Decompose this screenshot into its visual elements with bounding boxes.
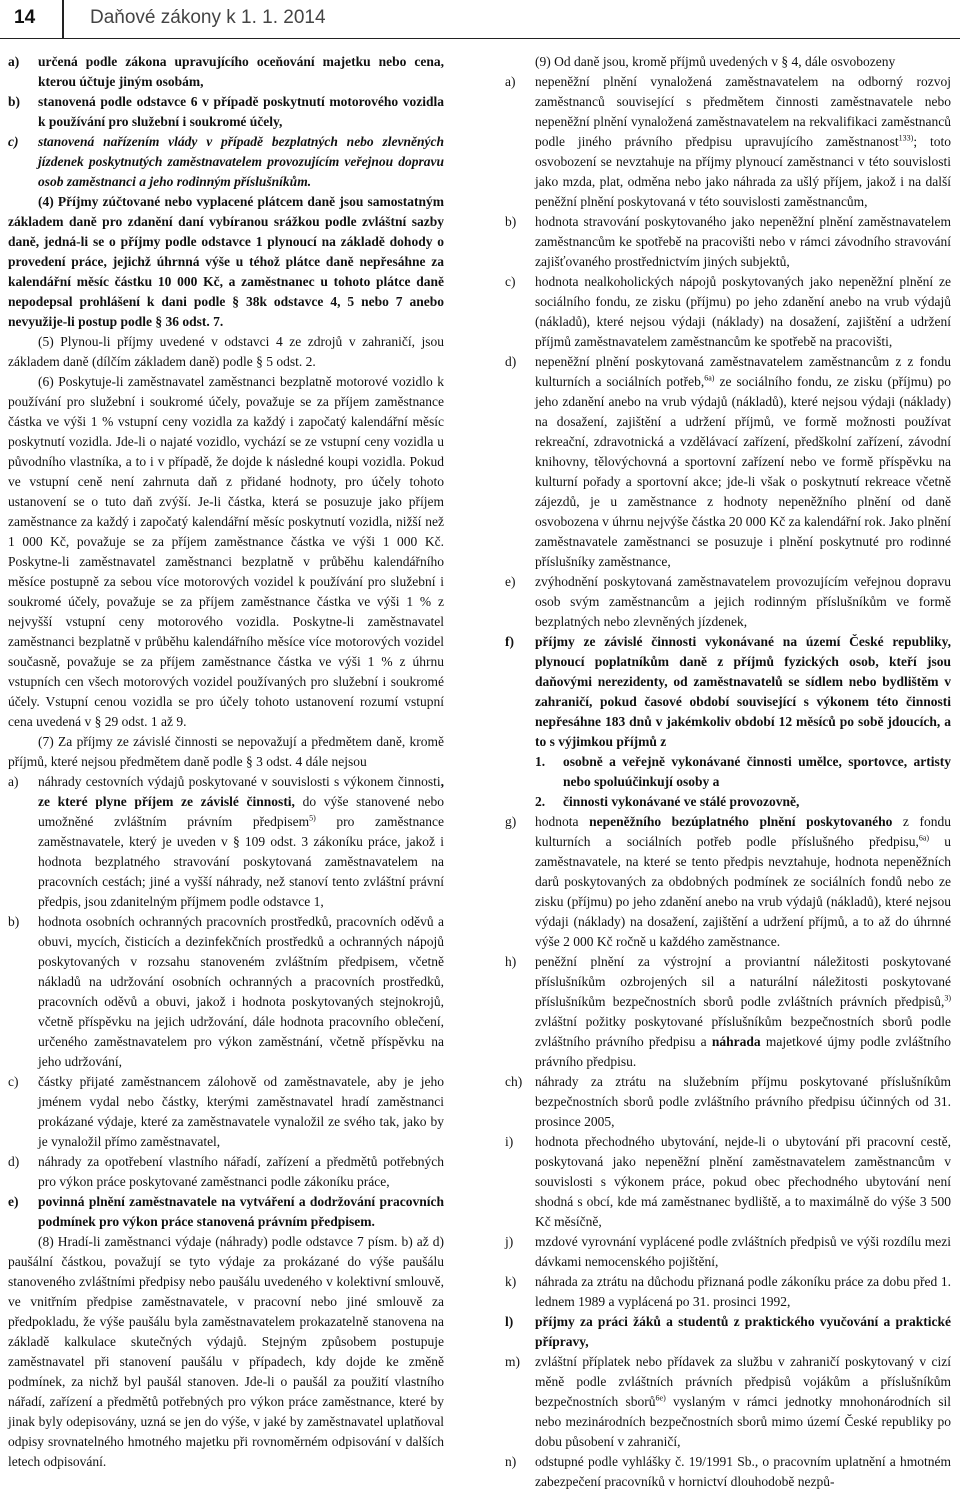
list-item bbox=[8, 52, 444, 92]
list-item bbox=[8, 92, 444, 132]
list-item bbox=[505, 1072, 951, 1132]
list-item bbox=[505, 812, 951, 952]
list-item bbox=[505, 952, 951, 1072]
item-text: náhrady za ztrátu na služebním příjmu poskytované příslušníkům bezpečnostních sborů podle zvláštního právního předpisu účinných od 31. prosince 2005, bbox=[535, 1074, 951, 1129]
item-label: l) bbox=[505, 1314, 514, 1329]
list-item bbox=[505, 272, 951, 352]
item-label: c) bbox=[505, 274, 516, 289]
item-text: z fondu kulturních a sociálních potřeb podle příslušného předpisu, bbox=[535, 814, 951, 849]
header-divider bbox=[62, 0, 64, 38]
item-label: e) bbox=[8, 1194, 19, 1209]
item-text: ; toto osvobození se nevztahuje na příjmy plynoucí zaměstnanci v této souvislosti jako mzda, plat, odměna nebo jako náhrada za ušlý příjem, jakož i na další peněžní plnění poskytovaná v této souvislosti zaměstnancům, bbox=[535, 134, 951, 209]
item-text: určená podle zákona upravujícího oceňování majetku nebo cena, kterou účtuje jiným osobám, bbox=[38, 54, 444, 89]
list-item bbox=[505, 352, 951, 572]
header-rule bbox=[0, 38, 960, 39]
item-label: m) bbox=[505, 1354, 520, 1369]
left-column bbox=[8, 52, 444, 1472]
right-column bbox=[505, 52, 951, 1492]
item-label: d) bbox=[505, 354, 517, 369]
list-item bbox=[8, 912, 444, 1072]
item-text: náhrada za ztrátu na důchodu přiznaná podle zákoníku práce za dobu před 1. lednem 1989 a vyplácená po 31. prosinci 1992, bbox=[535, 1274, 951, 1309]
list-item bbox=[505, 1132, 951, 1232]
item-text: náhrady cestovních výdajů poskytované v souvislosti s výkonem činnosti bbox=[38, 774, 441, 789]
item-label: h) bbox=[505, 954, 517, 969]
list-item bbox=[505, 72, 951, 212]
item-text: náhrady za opotřebení vlastního nářadí, zařízení a předmětů potřebných pro výkon práce poskytované zaměstnanci podle zákoníku práce, bbox=[38, 1154, 444, 1189]
list-item bbox=[505, 572, 951, 632]
item-label: 1. bbox=[535, 754, 546, 769]
item-text: u zaměstnavatele, na které se tento předpis nevztahuje, hodnota nepeněžních darů poskytovaných za obdobných podmínek ze sociálních fondů nebo ze zisku (příjmu) po jeho zdanění anebo na vrub výdajů (nákladů), které nejsou výdaji (náklady) na dosažení, zajištění a udržení příjmů, a to až do úhrnné výše 2 000 Kč ročně u každého zaměstnance. bbox=[535, 834, 952, 949]
item-label: f) bbox=[505, 634, 514, 649]
page-header bbox=[0, 0, 960, 40]
item-text: mzdové vyrovnání vyplácené podle zvláštních předpisů ve výši rozdílu mezi dávkami nemocenského pojištění, bbox=[535, 1234, 951, 1269]
item-text: nepeněžní plnění vynaložená zaměstnavatelem na odborný rozvoj zaměstnanců související s předmětem činnosti zaměstnavatele nebo nepeněžní plnění vynaložená zaměstnavatelem na rekvalifikaci zaměstnanců podle jiného právního předpisu upravujícího zaměstnanost bbox=[535, 74, 951, 149]
footnote-ref: 6a) bbox=[704, 373, 715, 383]
footnote-ref: 3) bbox=[944, 993, 951, 1003]
item-label: b) bbox=[8, 914, 20, 929]
paragraph-4: (4) Příjmy zúčtované nebo vyplacené plátcem daně jsou samostatným základem daně pro zdanění daní vybíranou srážkou podle zvláštní sazby daně, jedná-li se o příjmy podle odstavce 1 plynoucí na základě dohody o provedení práce, jejichž úhrnná výše u téhož plátce daně nepřesáhne za kalendářní měsíc částku 10 000 Kč, a zaměstnanec u tohoto plátce daně nepodepsal prohlášení k dani podle § 38k odstavce 4, 5 nebo 7 anebo nevyužije-li postup podle § 36 odst. 7. bbox=[8, 194, 444, 329]
list-item bbox=[8, 772, 444, 912]
item-text: hodnota nealkoholických nápojů poskytovaných jako nepeněžní plnění ze sociálního fondu, ze zisku (příjmu) po jeho zdanění anebo na vrub výdajů (nákladů), které nejsou výdaji (náklady) na dosažení, zajištění a udržení příjmů zaměstnavatelem zaměstnancům ke spotřebě na pracovišti, bbox=[535, 274, 951, 349]
paragraph-8: (8) Hradí-li zaměstnanci výdaje (náhrady) podle odstavce 7 písm. b) až d) paušální částkou, považují se tyto výdaje za prokázané do výše paušálu stanoveného zvláštními předpisy nebo paušálu uvedeného v kolektivní smlouvě, ve vnitřním předpise zaměstnavatele, v pracovní nebo jiné smlouvě za předpokladu, že výše paušálu byla zaměstnavatelem prokazatelně stanovena na základě kalkulace skutečných výdajů. Stejným způsobem postupuje zaměstnavatel při stanovení paušálu v případech, kdy dojde ke změně podmínek, za nichž byl paušál stanoven. Jde-li o paušál za použití vlastního nářadí, zařízení a předmětů potřebných pro výkon práce zaměstnance, které by jinak byly odepisovány, uzná se jen do výše, v jaké by zaměstnavatel uplatňoval odpisy srovnatelného hmotného majetku při rovnoměrném odpisování v dalších letech odpisování. bbox=[8, 1234, 444, 1469]
list-item bbox=[505, 632, 951, 752]
sub-list-item bbox=[535, 792, 951, 812]
item-label: n) bbox=[505, 1454, 517, 1469]
list-item bbox=[505, 1452, 951, 1492]
item-label: a) bbox=[8, 774, 19, 789]
footnote-ref: 6e) bbox=[655, 1393, 666, 1403]
item-text: příjmy ze závislé činnosti vykonávané na území České republiky, plynoucí poplatníkům daně z příjmů fyzických osob, kteří jsou daňovými nerezidenty, od zaměstnavatelů se sídlem nebo bydlištěm v zahraničí, pokud časové období související s výkonem této činnosti nepřesáhne 183 dnů v jakémkoliv období 12 měsíců po sobě jdoucích, a to s výjimkou příjmů z bbox=[535, 634, 951, 749]
item-text-bold: náhrada bbox=[711, 1034, 761, 1049]
paragraph-7: (7) Za příjmy ze závislé činnosti se nepovažují a předmětem daně, kromě příjmů, které nejsou předmětem daně podle § 3 odst. 4 dále nejsou bbox=[8, 734, 444, 769]
item-text: zvláštní příplatek nebo přídavek za službu v zahraničí poskytovaný v cizí měně podle zvláštních právních předpisů vojákům a příslušníkům bezpečnostních sborů bbox=[535, 1354, 951, 1409]
item-label: b) bbox=[8, 94, 21, 109]
item-text: nepeněžní plnění poskytovaná zaměstnavatelem zaměstnancům z z fondu kulturních a sociálních potřeb, bbox=[535, 354, 951, 389]
footnote-ref: 5) bbox=[309, 813, 316, 823]
item-text: stanovená nařízením vlády v případě bezplatných nebo zlevněných jízdenek poskytnutých zaměstnavatelem provozujícím veřejnou dopravu osob zaměstnanci a jeho rodinným příslušníkům. bbox=[38, 134, 444, 189]
item-label: b) bbox=[505, 214, 517, 229]
item-text-bold: nepeněžního bezúplatného plnění poskytovaného bbox=[589, 814, 893, 829]
list-item bbox=[8, 132, 444, 192]
item-text: ze sociálního fondu, ze zisku (příjmu) po jeho zdanění anebo na vrub výdajů (nákladů), které nejsou výdaji (náklady) na dosažení, zajištění a udržení příjmů, ve formě možnosti používat rekreační, zdravotnická a vzdělávací zařízení, předškolní zařízení, závodní knihovny, tělovýchovná a sportovní zařízení nebo ve formě příspěvku na kulturní pořady a sportovní akce; jde-li však o poskytnutí rekreace včetně zájezdů, je u zaměstnance z hodnoty nepeněžního plnění od daně osvobozena v úhrnu nejvýše částka 20 000 Kč za kalendářní rok. Jako plnění zaměstnavatele zaměstnanci se posuzuje i plnění poskytnuté pro rodinné příslušníky zaměstnance, bbox=[535, 374, 951, 569]
item-label: ch) bbox=[505, 1074, 523, 1089]
item-label: j) bbox=[505, 1234, 514, 1249]
item-text: stanovená podle odstavce 6 v případě poskytnutí motorového vozidla k používání pro služební i soukromé účely, bbox=[38, 94, 444, 129]
list-item bbox=[8, 1192, 444, 1232]
item-label: 2. bbox=[535, 794, 546, 809]
item-text: zvýhodnění poskytovaná zaměstnavatelem provozujícím veřejnou dopravu osob svým zaměstnancům a jejich rodinným příslušníkům ve formě bezplatných nebo zlevněných jízdenek, bbox=[535, 574, 951, 629]
item-text: osobně a veřejně vykonávané činnosti umělce, sportovce, artisty nebo spoluúčinkují osoby a bbox=[563, 754, 951, 789]
list-item bbox=[505, 1312, 951, 1352]
item-label: c) bbox=[8, 134, 19, 149]
item-label: i) bbox=[505, 1134, 514, 1149]
item-label: k) bbox=[505, 1274, 517, 1289]
item-text: hodnota bbox=[535, 814, 590, 829]
item-text: příjmy za práci žáků a studentů z praktického vyučování a praktické přípravy, bbox=[535, 1314, 951, 1349]
list-item bbox=[505, 1352, 951, 1452]
item-label: c) bbox=[8, 1074, 19, 1089]
footnote-ref: 6a) bbox=[918, 833, 930, 843]
item-label: a) bbox=[505, 74, 516, 89]
item-text: hodnota přechodného ubytování, nejde-li o ubytování při pracovní cestě, poskytovaná jako nepeněžní plnění zaměstnavatelem zaměstnancům v souvislosti s výkonem práce, pokud obec přechodného ubytování není shodná s obcí, kde má zaměstnanec bydliště, a to maximálně do výše 3 500 Kč měsíčně, bbox=[535, 1134, 951, 1229]
item-text: vyslaným v rámci jednotky mnohonárodních sil nebo mezinárodních bezpečnostních sborů mimo území České republiky po dobu působení v zahraničí, bbox=[535, 1394, 951, 1449]
item-text: do výše stanovené nebo umožněné zvláštním právním předpisem bbox=[38, 794, 444, 829]
running-title: Daňové zákony k 1. 1. 2014 bbox=[90, 7, 326, 28]
paragraph-9: (9) Od daně jsou, kromě příjmů uvedených v § 4, dále osvobozeny bbox=[535, 54, 896, 69]
footnote-ref: 133) bbox=[898, 133, 914, 143]
item-text: odstupné podle vyhlášky č. 19/1991 Sb., o pracovním uplatnění a hmotném zabezpečení pracovníků v hornictví dlouhodobě nezpů- bbox=[535, 1454, 951, 1489]
list-item bbox=[505, 212, 951, 272]
list-item bbox=[8, 1072, 444, 1152]
item-label: d) bbox=[8, 1154, 20, 1169]
list-item bbox=[505, 1272, 951, 1312]
paragraph-5: (5) Plynou-li příjmy uvedené v odstavci 4 ze zdrojů v zahraničí, jsou základem daně (dílčím základem daně) podle § 5 odst. 2. bbox=[8, 334, 444, 369]
item-text: majetkové újmy podle zvláštního právního předpisu. bbox=[535, 1034, 951, 1069]
item-text: hodnota osobních ochranných pracovních prostředků, pracovních oděvů a obuvi, mycích, čisticích a dezinfekčních prostředků a ochranných nápojů poskytovaných v rozsahu stanoveném zvláštním předpisem, včetně nákladů na udržování osobních ochranných a pracovních prostředků, pracovních oděvů a obuvi, jakož i hodnota poskytovaných stejnokrojů, včetně příspěvku na jejich udržování, dále hodnota pracovního oblečení, určeného zaměstnavatelem pro výkon zaměstnání, včetně příspěvku na jeho udržování, bbox=[38, 914, 444, 1069]
page-number: 14 bbox=[14, 7, 36, 28]
item-label: g) bbox=[505, 814, 517, 829]
item-text: částky přijaté zaměstnancem zálohově od zaměstnavatele, aby je jeho jménem vydal nebo částky, kterými zaměstnavatel hradí zaměstnanci prokázané výdaje, které za zaměstnavatele vynaložil ze svého tak, jako by je vynaložil přímo zaměstnavatel, bbox=[38, 1074, 444, 1149]
item-text: povinná plnění zaměstnavatele na vytváření a dodržování pracovních podmínek pro výkon práce stanovená právním předpisem. bbox=[38, 1194, 444, 1229]
item-text-bold: , ze které plyne příjem ze závislé činnosti, bbox=[38, 774, 444, 809]
item-text: peněžní plnění za výstrojní a proviantní náležitosti poskytované příslušníkům ozbrojených sil a naturální náležitosti poskytované příslušníkům bezpečnostních sborů podle zvláštních právních předpisů, bbox=[535, 954, 951, 1009]
item-text: činnosti vykonávané ve stálé provozovně, bbox=[563, 794, 800, 809]
item-text: hodnota stravování poskytovaného jako nepeněžní plnění zaměstnavatelem zaměstnancům ke spotřebě na pracovišti nebo v rámci závodního stravování zajišťovaného prostřednictvím jiných subjektů, bbox=[535, 214, 951, 269]
item-text: pro zaměstnance zaměstnavatele, který je uveden v § 109 odst. 3 zákoníku práce, jakož i hodnota bezplatného stravování poskytovaná zaměstnavatelem na pracovních cestách; jiné a vyšší náhrady, než stanoví tento zvláštní právní předpis, jsou zdanitelným příjmem podle odstavce 1, bbox=[38, 814, 445, 909]
list-item bbox=[8, 1152, 444, 1192]
list-item bbox=[505, 1232, 951, 1272]
sub-list-item bbox=[535, 752, 951, 792]
item-text: zvláštní požitky poskytované příslušníkům bezpečnostních sborů podle zvláštního právního předpisu a bbox=[535, 1014, 951, 1049]
item-label: e) bbox=[505, 574, 516, 589]
paragraph-6: (6) Poskytuje-li zaměstnavatel zaměstnanci bezplatně motorové vozidlo k používání pro služební i soukromé účely, považuje se za příjem zaměstnance částka ve výši 1 % vstupní ceny vozidla za každý i započatý kalendářní měsíc poskytnutí vozidla. Jde-li o najaté vozidlo, vychází se ze vstupní ceny vozidla u původního vlastníka, a to i v případě, že dojde k následné koupi vozidla. Pokud ve vstupní ceně není zahrnuta daň z přidané hodnoty, pro účely tohoto ustanovení se o tuto daň zvýší. Je-li částka, která se posuzuje jako příjem zaměstnance za každý i započatý kalendářní měsíc poskytnutí vozidla, nižší než 1 000 Kč, považuje se za příjem zaměstnance částka ve výši 1 000 Kč. Poskytne-li zaměstnavatel zaměstnanci bezplatně v průběhu kalendářního měsíce postupně za sebou více motorových vozidel k používání pro služební i soukromé účely, považuje se za příjem zaměstnance částka ve výši 1 % z nejvyšší vstupní ceny motorového vozidla. Poskytne-li zaměstnavatel zaměstnanci bezplatně v průběhu kalendářního měsíce více motorových vozidel současně, považuje se za příjem zaměstnance částka ve výši 1 % z úhrnu vstupních cen všech motorových vozidel používaných pro služební i soukromé účely. Vstupní cenou vozidla se pro účely tohoto ustanovení rozumí vstupní cena uvedená v § 29 odst. 1 až 9. bbox=[8, 374, 444, 729]
item-label: a) bbox=[8, 54, 20, 69]
